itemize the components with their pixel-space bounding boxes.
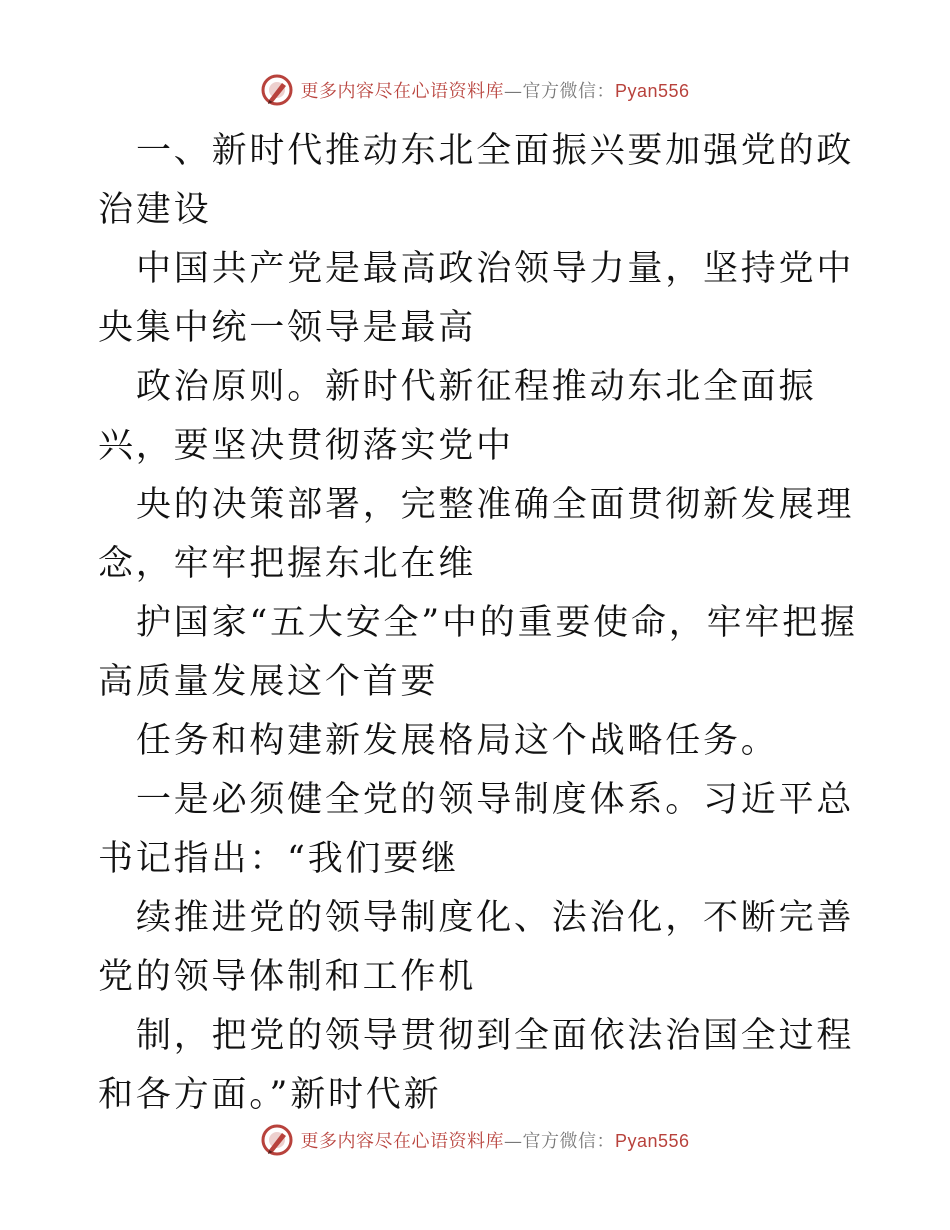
paragraph-7: 一是必须健全党的领导制度体系。习近平总书记指出：“我们要继 [98, 780, 855, 879]
banner-site-text: 更多内容尽在心语资料库 [300, 81, 504, 102]
banner-text [300, 77, 689, 103]
banner-wechat-label: 官方微信： [522, 81, 615, 102]
paragraph-8: 续推进党的领导制度化、法治化，不断完善党的领导体制和工作机 [98, 898, 855, 997]
paragraph-1: 一、新时代推动东北全面振兴要加强党的政治建设 [98, 131, 855, 230]
pen-circle-logo-icon [260, 1123, 294, 1157]
banner-wechat-id: Pyan556 [614, 81, 690, 101]
paragraph-6: 任务和构建新发展格局这个战略任务。 [136, 721, 779, 761]
page-footer-banner [0, 1120, 950, 1160]
banner-wechat-id: Pyan556 [614, 1131, 690, 1151]
paragraph-2: 中国共产党是最高政治领导力量，坚持党中央集中统一领导是最高 [98, 249, 855, 348]
pen-circle-logo-icon [260, 73, 294, 107]
paragraph-4: 央的决策部署，完整准确全面贯彻新发展理念，牢牢把握东北在维 [98, 485, 855, 584]
paragraph-9: 制，把党的领导贯彻到全面依法治国全过程和各方面。”新时代新 [98, 1016, 855, 1115]
paragraph-5: 护国家“五大安全”中的重要使命，牢牢把握高质量发展这个首要 [98, 603, 858, 702]
banner-separator: — [503, 81, 523, 102]
page-header-banner [0, 70, 950, 110]
paragraph-3: 政治原则。新时代新征程推动东北全面振兴，要坚决贯彻落实党中 [98, 367, 817, 466]
document-body [98, 122, 858, 1125]
banner-text [300, 1127, 689, 1153]
banner-site-text: 更多内容尽在心语资料库 [300, 1131, 504, 1152]
banner-separator: — [503, 1131, 523, 1152]
banner-wechat-label: 官方微信： [522, 1131, 615, 1152]
